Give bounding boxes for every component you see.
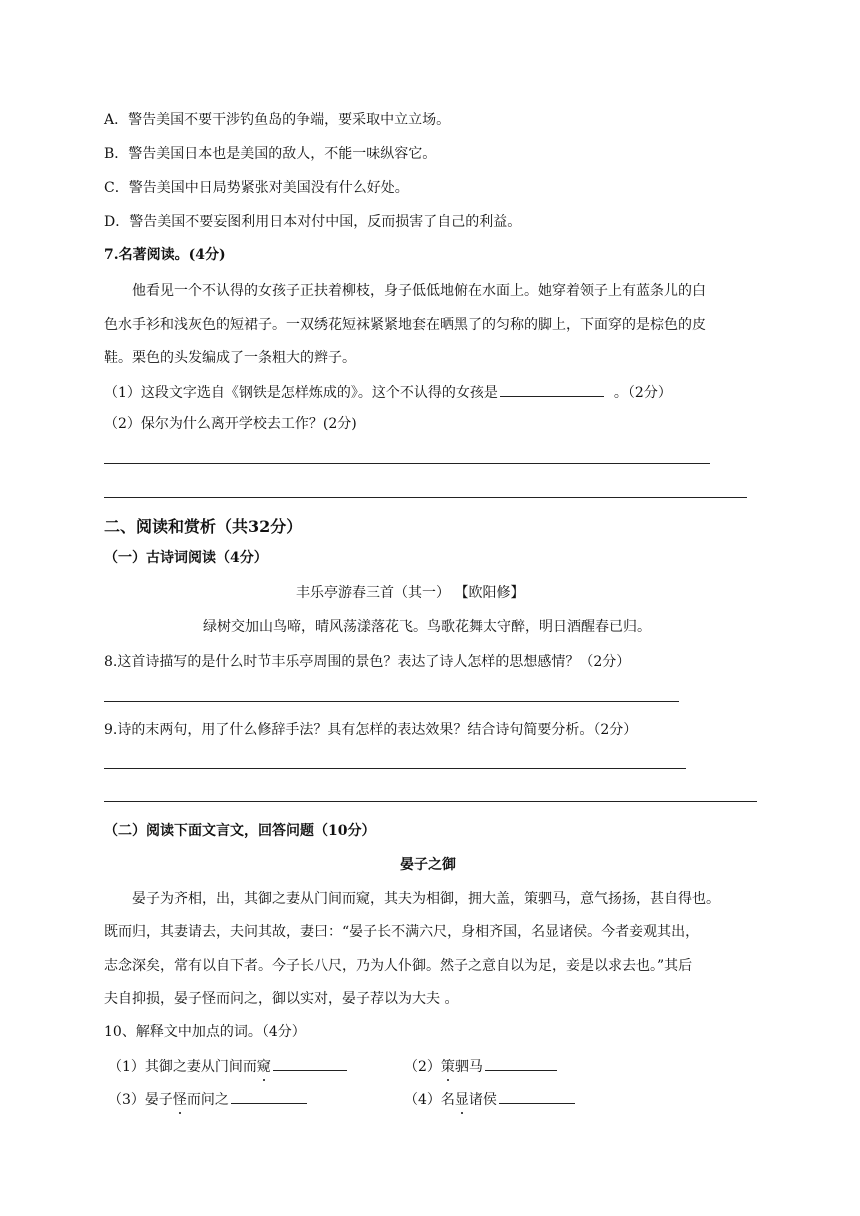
- q7-passage-line-2: 色水手衫和浅灰色的短裙子。一双绣花短袜紧紧地套在晒黑了的匀称的脚上，下面穿的是棕色的皮: [104, 317, 706, 333]
- option-a: A．警告美国不要干涉钓鱼岛的争端，要采取中立立场。: [104, 112, 451, 128]
- q10-item-3-blank[interactable]: [231, 1088, 307, 1104]
- option-c: C．警告美国中日局势紧张对美国没有什么好处。: [104, 180, 409, 196]
- q7-heading: 7.名著阅读。(4分): [104, 247, 226, 263]
- passage-title: 晏子之御: [400, 857, 456, 873]
- q7-sub2: （2）保尔为什么离开学校去工作？(2分): [104, 416, 357, 432]
- q10-text: 10、解释文中加点的词。（4分）: [104, 1024, 306, 1040]
- q9-answer-line-2[interactable]: [104, 801, 757, 802]
- q7-sub1-blank[interactable]: [500, 381, 604, 397]
- poem-title: 丰乐亭游春三首（其一） 【欧阳修】: [296, 585, 525, 601]
- q10-item-1: （1）其御之妻从门间而窥: [108, 1055, 349, 1077]
- q7-sub1: [104, 381, 672, 403]
- option-d: D．警告美国不要妄图利用日本对付中国，反而损害了自己的利益。: [104, 214, 522, 230]
- passage-line-2: 既而归，其妻请去，夫问其故，妻曰：“晏子长不满六尺，身相齐国，名显诸侯。今者妾观其出，: [104, 924, 700, 940]
- dotted-word: 策: [440, 1059, 455, 1075]
- passage-line-3: 志念深矣，常有以自下者。今子长八尺，乃为人仆御。然子之意自以为足，妾是以求去也。”其后: [104, 958, 693, 974]
- q10-item-2: （2）策驷马: [404, 1055, 559, 1077]
- dotted-word: 显: [454, 1092, 469, 1108]
- q9-text: 9.诗的末两句，用了什么修辞手法？具有怎样的表达效果？结合诗句简要分析。（2分）: [104, 722, 638, 738]
- poem-text: 绿树交加山鸟啼，晴风荡漾落花飞。鸟歌花舞太守醉，明日酒醒春已归。: [203, 619, 651, 635]
- part1-heading: （一）古诗词阅读（4分）: [104, 550, 268, 566]
- q7-sub1-text: （1）这段文字选自《钢铁是怎样炼成的》。这个不认得的女孩是: [104, 385, 498, 401]
- q10-item-3: （3）晏子怪而问之: [108, 1088, 309, 1110]
- q9-answer-line-1[interactable]: [104, 768, 686, 769]
- dotted-word: 窥: [256, 1059, 271, 1075]
- q7-answer-line-2[interactable]: [104, 497, 747, 498]
- q7-passage-line-1: 他看见一个不认得的女孩子正扶着柳枝，身子低低地俯在水面上。她穿着领子上有蓝条儿的白: [132, 283, 706, 299]
- passage-line-4: 夫自抑损，晏子怪而问之，御以实对，晏子荐以为大夫 。: [104, 991, 459, 1007]
- q10-item-1-blank[interactable]: [273, 1055, 347, 1071]
- q8-answer-line[interactable]: [104, 701, 679, 702]
- q10-item-4: （4）名显诸侯: [404, 1088, 577, 1110]
- q10-item-2-blank[interactable]: [485, 1055, 557, 1071]
- q7-sub1-suffix: 。（2分）: [613, 385, 672, 401]
- section-2-title: 二、阅读和赏析（共32分）: [104, 517, 303, 536]
- option-b: B．警告美国日本也是美国的敌人，不能一味纵容它。: [104, 146, 437, 162]
- q10-item-4-blank[interactable]: [499, 1088, 575, 1104]
- dotted-word: 怪: [172, 1092, 187, 1108]
- passage-line-1: 晏子为齐相，出，其御之妻从门间而窥，其夫为相御，拥大盖，策驷马，意气扬扬，甚自得也。: [132, 891, 720, 907]
- q8-text: 8.这首诗描写的是什么时节丰乐亭周围的景色？表达了诗人怎样的思想感情？（2分）: [104, 654, 631, 670]
- part2-heading: （二）阅读下面文言文，回答问题（10分）: [104, 823, 376, 839]
- q7-answer-line-1[interactable]: [104, 463, 710, 464]
- q7-passage-line-3: 鞋。栗色的头发编成了一条粗大的辫子。: [104, 350, 356, 366]
